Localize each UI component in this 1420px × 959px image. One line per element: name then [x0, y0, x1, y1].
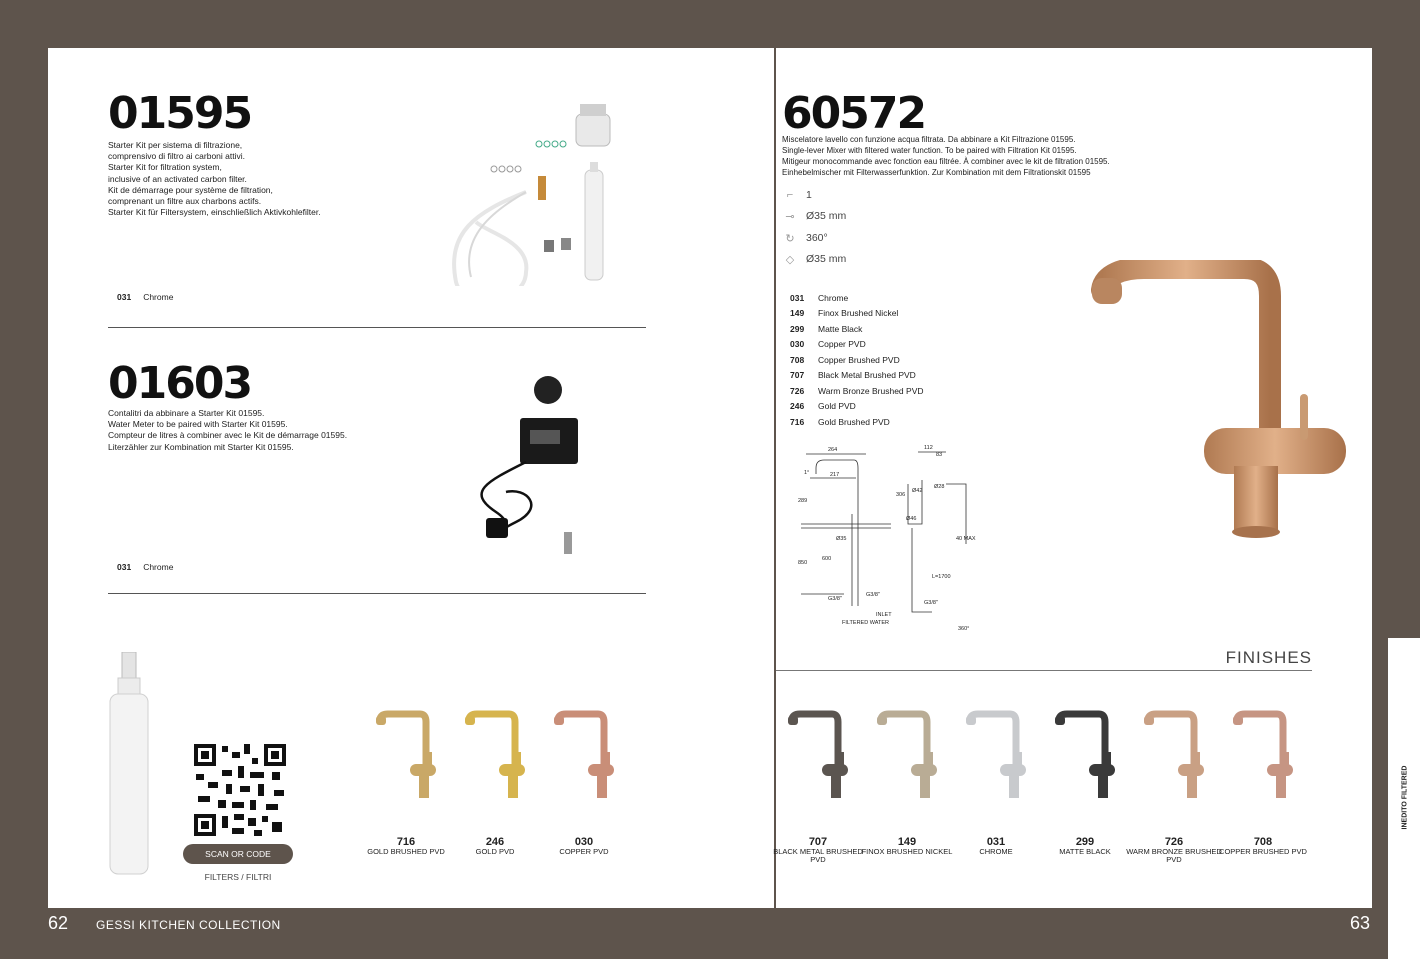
finish-caption-code: 716 — [396, 836, 416, 848]
hero-faucet-image — [1084, 260, 1354, 590]
product-description-60572: Miscelatore lavello con funzione acqua filtrata. Da abbinare a Kit Filtrazione 01595. Single-lever Mixer with filtered water function. To be paired with Filtration Kit 01595. Mitigeur monocommande avec fonction eau filtrée. À combiner avec le kit de filtration 01595. Einhebelmischer mit Filterwasserfunktion. Zur Kombination mit dem Filtrationskit 01595 — [782, 135, 1110, 177]
finish-row: 708 Copper Brushed PVD — [790, 354, 900, 365]
finish-caption-code: 031 — [986, 836, 1006, 848]
finish-caption-name: GOLD BRUSHED PVD — [367, 847, 445, 856]
product-description-01595: Starter Kit per sistema di filtrazione, comprensivo di filtro ai carboni attivi. Starter Kit for filtration system, inclusive of an activated carbon filter. Kit de démarrage pour système de filtration, comprenant un filtre aux charbons actifs. Starter Kit für Filtersystem, einschließlich Aktivkohlefilter. — [108, 140, 321, 218]
finish-caption-name: FINOX BRUSHED NICKEL — [861, 847, 953, 856]
finish-caption-name: COPPER BRUSHED PVD — [1219, 847, 1307, 856]
starter-kit-image — [416, 102, 626, 286]
finish-row: 299 Matte Black — [790, 323, 863, 334]
qr-code[interactable] — [192, 742, 288, 838]
product-code-01595: 01595 — [108, 88, 252, 139]
finish-row: 726 Warm Bronze Brushed PVD — [790, 385, 924, 396]
finish-caption-name: CHROME — [979, 847, 1013, 856]
svg-text:Ø46: Ø46 — [906, 516, 917, 522]
finish-row-01595: 031 Chrome — [117, 292, 174, 302]
product-description-01603: Contalitri da abbinare a Starter Kit 01595. Water Meter to be paired with Starter Kit 01595. Compteur de litres à combiner avec le Kit de démarrage 01595. Literzähler zur Kombination mit Starter Kit 01595. — [108, 408, 348, 452]
finishes-title: FINISHES — [1225, 648, 1312, 667]
finish-faucet-031 — [964, 710, 1028, 805]
svg-text:G3/8": G3/8" — [866, 592, 880, 598]
finish-row-01603: 031 Chrome — [117, 562, 174, 572]
finish-caption-code: 246 — [485, 836, 505, 848]
svg-text:Ø35: Ø35 — [836, 536, 847, 542]
finish-caption — [770, 836, 866, 864]
filter-cartridge-image — [106, 652, 156, 878]
finish-caption-code: 030 — [574, 836, 594, 848]
finishes-divider — [776, 670, 1312, 671]
page-number-right: 63 — [1350, 913, 1371, 933]
finish-caption-code: 726 — [1164, 836, 1184, 848]
svg-text:Ø28: Ø28 — [934, 484, 945, 490]
svg-text:INLET: INLET — [876, 612, 892, 618]
left-page — [48, 48, 774, 908]
finish-caption — [1215, 836, 1311, 856]
finish-caption-name: MATTE BLACK — [1059, 847, 1111, 856]
side-tab-label-wrap — [1398, 764, 1412, 836]
spec-rotation: ↻ 360° — [782, 227, 846, 249]
svg-text:360°: 360° — [958, 626, 970, 632]
svg-text:L=1700: L=1700 — [932, 574, 951, 580]
rotation-icon: ↻ — [785, 232, 795, 245]
scan-qr-button[interactable]: SCAN OR CODE — [183, 844, 293, 864]
finish-faucet-726 — [1142, 710, 1206, 805]
hole-diameter-icon: ⊸ — [785, 211, 795, 224]
svg-text:1°: 1° — [804, 470, 810, 476]
finish-faucet-246 — [463, 710, 527, 805]
tap-holes-icon: ⌐ — [786, 188, 794, 201]
spec-tap-holes: ⌐ 1 — [782, 184, 846, 206]
finish-row: 716 Gold Brushed PVD — [790, 416, 890, 427]
svg-text:Ø42: Ø42 — [912, 488, 923, 494]
svg-text:850: 850 — [798, 560, 808, 566]
finish-caption-name: GOLD PVD — [475, 847, 515, 856]
spec-spray: ◇ Ø35 mm — [782, 249, 846, 271]
finish-caption — [948, 836, 1044, 856]
finish-faucet-149 — [875, 710, 939, 805]
product-code-60572: 60572 — [782, 88, 926, 139]
finish-row: 149 Finox Brushed Nickel — [790, 308, 899, 319]
finish-caption-code: 708 — [1253, 836, 1273, 848]
finish-faucet-299 — [1053, 710, 1117, 805]
finish-row: 030 Copper PVD — [790, 339, 866, 350]
filters-label: FILTERS / FILTRI — [204, 872, 272, 882]
finish-caption-name: WARM BRONZE BRUSHED PVD — [1126, 847, 1222, 864]
finish-caption — [358, 836, 454, 856]
finish-faucet-030 — [552, 710, 616, 805]
finish-list — [790, 290, 924, 430]
water-meter-image — [466, 372, 586, 562]
right-page — [773, 48, 1372, 908]
finish-faucet-708 — [1231, 710, 1295, 805]
technical-drawing — [796, 444, 996, 634]
svg-text:83: 83 — [936, 452, 943, 458]
finish-caption — [1037, 836, 1133, 856]
finish-caption-code: 149 — [897, 836, 917, 848]
finish-caption — [859, 836, 955, 856]
svg-text:600: 600 — [822, 556, 832, 562]
finish-caption — [536, 836, 632, 856]
svg-text:112: 112 — [924, 445, 933, 451]
finish-caption-name: COPPER PVD — [559, 847, 609, 856]
spec-list — [782, 184, 846, 270]
finish-caption — [447, 836, 543, 856]
finish-row: 707 Black Metal Brushed PVD — [790, 370, 916, 381]
product-code-01603: 01603 — [108, 358, 252, 409]
svg-text:FILTERED WATER: FILTERED WATER — [842, 620, 889, 626]
finish-caption-code: 707 — [808, 836, 828, 848]
finish-row: 246 Gold PVD — [790, 401, 856, 412]
divider — [108, 327, 646, 328]
svg-text:G3/8": G3/8" — [828, 596, 842, 602]
finish-faucet-716 — [374, 710, 438, 805]
finish-faucet-707 — [786, 710, 850, 805]
finish-caption-name: BLACK METAL BRUSHED PVD — [773, 847, 863, 864]
finish-caption — [1126, 836, 1222, 864]
svg-text:217: 217 — [830, 472, 840, 478]
svg-text:40 MAX: 40 MAX — [956, 536, 976, 542]
finish-caption-code: 299 — [1075, 836, 1095, 848]
svg-text:306: 306 — [896, 492, 906, 498]
spec-hole-diameter: ⊸ Ø35 mm — [782, 206, 846, 228]
svg-text:289: 289 — [798, 498, 808, 504]
spray-icon: ◇ — [785, 254, 795, 267]
svg-text:264: 264 — [828, 447, 838, 453]
collection-footer: GESSI KITCHEN COLLECTION — [96, 918, 281, 932]
divider — [108, 593, 646, 594]
finish-row: 031 Chrome — [790, 292, 849, 303]
page-number-left: 62 — [48, 913, 69, 933]
svg-text:G3/8": G3/8" — [924, 600, 938, 606]
side-tab-label: INEDITO FILTERED — [1401, 765, 1409, 830]
